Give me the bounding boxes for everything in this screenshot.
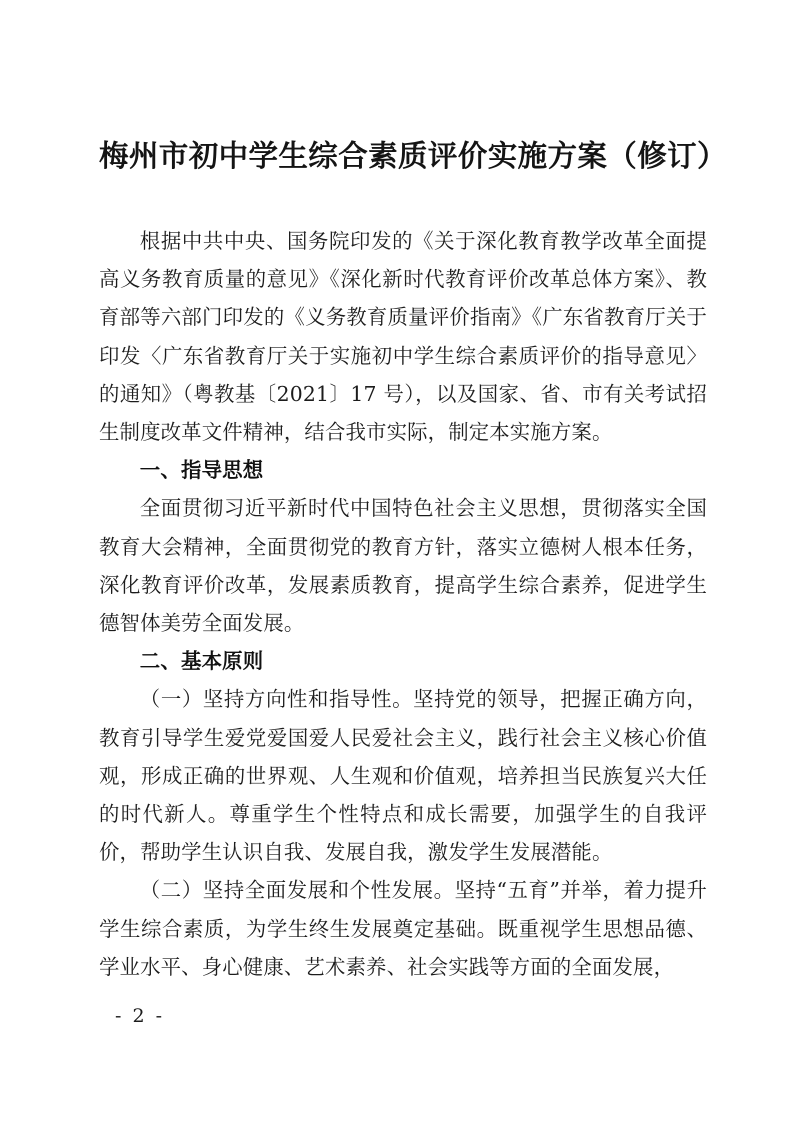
paragraph-principle-two: （二）坚持全面发展和个性发展。坚持“五育”并举，着力提升学生综合素质，为学生终生发展奠定基础。既重视学生思想品德、学业水平、身心健康、艺术素养、社会实践等方面的全面发展，	[99, 878, 707, 979]
page-number: - 2 -	[115, 1005, 165, 1027]
paragraph-preamble: 根据中共中央、国务院印发的《关于深化教育教学改革全面提高义务教育质量的意见》《深化新时代教育评价改革总体方案》、教育部等六部门印发的《义务教育质量评价指南》《广东省教育厅关于印发〈广东省教育厅关于实施初中学生综合素质评价的指导意见〉的通知》（粤教基〔2021〕17 号），以及国家、省、市有关考试招生制度改革文件精神，结合我市实际，制定本实施方案。	[99, 229, 707, 445]
paragraph-guiding-ideology: 全面贯彻习近平新时代中国特色社会主义思想，贯彻落实全国教育大会精神，全面贯彻党的教育方针，落实立德树人根本任务，深化教育评价改革，发展素质教育，提高学生综合素养，促进学生德智体美劳全面发展。	[99, 496, 707, 636]
document-body	[99, 222, 707, 986]
heading-basic-principles: 二、基本原则	[139, 649, 264, 674]
paragraph-principle-one: （一）坚持方向性和指导性。坚持党的领导，把握正确方向，教育引导学生爱党爱国爱人民爱社会主义，践行社会主义核心价值观，形成正确的世界观、人生观和价值观，培养担当民族复兴大任的时代新人。尊重学生个性特点和成长需要，加强学生的自我评价，帮助学生认识自我、发展自我，激发学生发展潜能。	[99, 687, 707, 865]
heading-guiding-ideology: 一、指导思想	[139, 458, 264, 483]
page-title: 梅州市初中学生综合素质评价实施方案（修订）	[99, 138, 727, 173]
